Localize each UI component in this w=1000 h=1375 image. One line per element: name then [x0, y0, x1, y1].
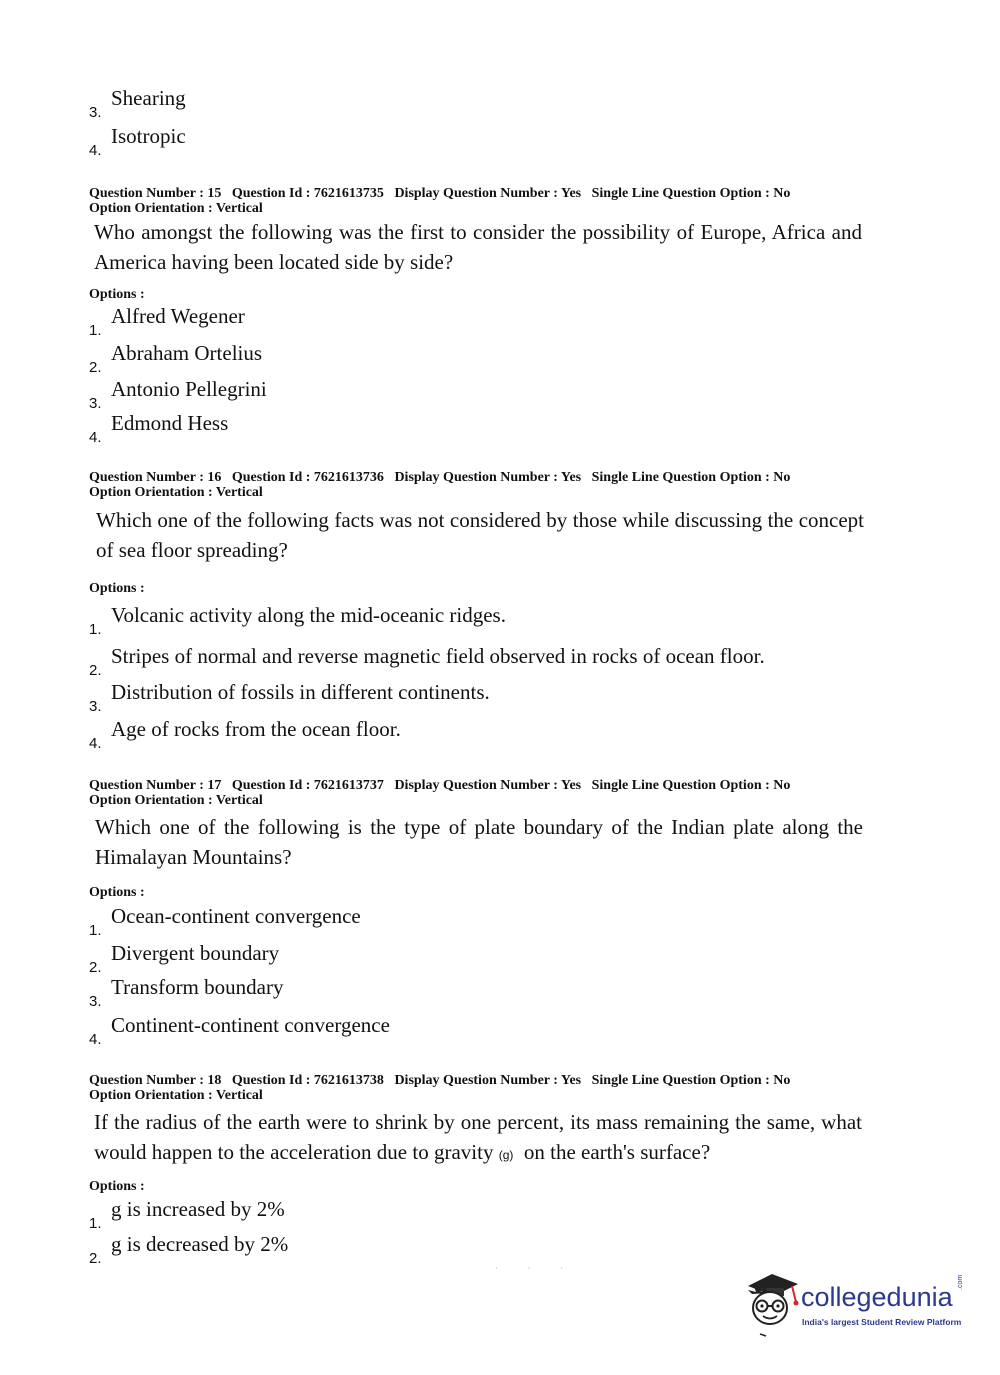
option-number: 2. [89, 662, 102, 679]
question-meta: Question Number : 18 Question Id : 7621613738 Display Question Number : Yes Single Line Question Option : No Option Orientation : Vertical [89, 1073, 791, 1103]
option-text: Isotropic [111, 124, 186, 148]
question-text: Which one of the following is the type of plate boundary of the Indian plate along the Himalayan Mountains? [95, 815, 863, 869]
option-text: Shearing [111, 86, 186, 110]
option-text: Abraham Ortelius [111, 341, 263, 365]
logo-tagline: India's largest Student Review Platform [802, 1317, 962, 1327]
option-number: 3. [89, 993, 102, 1010]
option-text: Transform boundary [111, 975, 284, 999]
question-meta: Question Number : 15 Question Id : 7621613735 Display Question Number : Yes Single Line Question Option : No Option Orientation : Vertical [89, 186, 791, 216]
question-text: If the radius of the earth were to shrink by one percent, its mass remaining the same, what would happen to the acceleration due to gravity (g) on the earth's surface? [94, 1110, 862, 1164]
option-number: 3. [89, 104, 102, 121]
mascot-icon [742, 1268, 802, 1340]
option-number: 3. [89, 698, 102, 715]
option-text: Alfred Wegener [111, 304, 245, 328]
question-meta: Question Number : 16 Question Id : 7621613736 Display Question Number : Yes Single Line Question Option : No Option Orientation : Vertical [89, 470, 791, 500]
options-label: Options : [89, 287, 145, 302]
option-number: 4. [89, 735, 102, 752]
option-number: 2. [89, 359, 102, 376]
question-text: Which one of the following facts was not considered by those while discussing the concept of sea floor spreading? [96, 508, 864, 562]
option-text: Age of rocks from the ocean floor. [111, 717, 401, 741]
option-text: Distribution of fossils in different continents. [111, 680, 490, 704]
gravity-symbol: (g) [498, 1147, 514, 1162]
option-number: 4. [89, 142, 102, 159]
option-number: 1. [89, 621, 102, 638]
option-number: 1. [89, 1215, 102, 1232]
option-text: Antonio Pellegrini [111, 377, 267, 401]
scan-dots: · · · [495, 1264, 577, 1273]
option-text: Continent-continent convergence [111, 1013, 390, 1037]
options-label: Options : [89, 1179, 145, 1194]
collegedunia-logo[interactable] [742, 1268, 972, 1340]
question-meta: Question Number : 17 Question Id : 7621613737 Display Question Number : Yes Single Line Question Option : No Option Orientation : Vertical [89, 778, 791, 808]
option-text: Ocean-continent convergence [111, 904, 361, 928]
option-number: 2. [89, 959, 102, 976]
option-text: g is decreased by 2% [111, 1232, 289, 1256]
option-number: 1. [89, 922, 102, 939]
option-number: 3. [89, 395, 102, 412]
option-text: g is increased by 2% [111, 1197, 285, 1221]
option-text: Stripes of normal and reverse magnetic field observed in rocks of ocean floor. [111, 644, 765, 668]
option-text: Volcanic activity along the mid-oceanic ridges. [111, 603, 506, 627]
option-number: 4. [89, 1031, 102, 1048]
options-label: Options : [89, 885, 145, 900]
option-text: Edmond Hess [111, 411, 229, 435]
question-text: Who amongst the following was the first to consider the possibility of Europe, Africa and America having been located side by side? [94, 220, 862, 274]
option-text: Divergent boundary [111, 941, 280, 965]
logo-wordmark: collegedunia [801, 1282, 953, 1312]
options-label: Options : [89, 581, 145, 596]
option-number: 2. [89, 1250, 102, 1267]
logo-suffix: .com [957, 1274, 964, 1290]
option-number: 1. [89, 322, 102, 339]
option-number: 4. [89, 429, 102, 446]
